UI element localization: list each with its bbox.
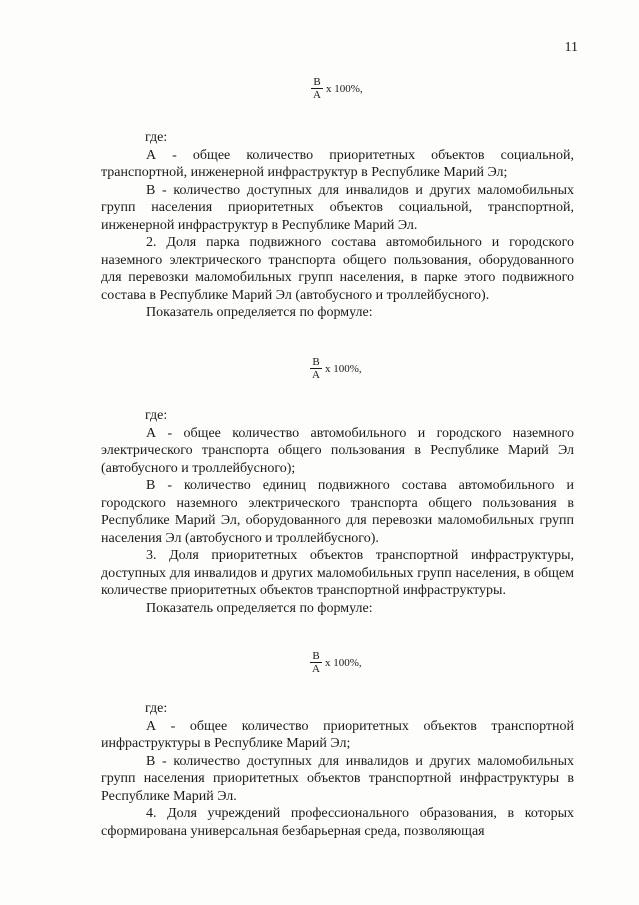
definition-a: А - общее количество приоритетных объектов социальной, транспортной, инженерной инфраструктур в Республике Марий Эл; [101, 147, 574, 180]
formula-3 [310, 650, 362, 675]
page-number: 11 [564, 40, 578, 55]
fraction-numerator: В [313, 76, 321, 88]
fraction-denominator: А [313, 89, 321, 101]
definition-b: В - количество доступных для инвалидов и других маломобильных групп населения приоритетных объектов социальной, транспортной, инженерной инфраструктур в Республике Марий Эл. [101, 182, 574, 233]
formula-intro: Показатель определяется по формуле: [146, 600, 373, 616]
where-label: где: [145, 701, 168, 716]
formula-multiplier: х 100%, [325, 656, 362, 669]
text-block-3 [101, 700, 574, 840]
definition-b: В - количество доступных для инвалидов и других маломобильных групп населения приоритетных объектов транспортной инфраструктуры в Республике Марий Эл. [101, 753, 574, 804]
text-block-1 [101, 129, 574, 322]
formula-multiplier: х 100%, [325, 362, 362, 375]
where-label: где: [145, 130, 168, 145]
where-label: где: [145, 408, 168, 423]
formula-intro: Показатель определяется по формуле: [146, 305, 373, 320]
definition-a: А - общее количество автомобильного и городского наземного электрического транспорта общего пользования в Республике Марий Эл (автобусного и троллейбусного); [101, 425, 574, 476]
fraction [310, 356, 322, 381]
fraction [310, 650, 322, 675]
fraction-denominator: А [312, 369, 320, 381]
fraction [311, 76, 323, 101]
definition-a: А - общее количество приоритетных объектов транспортной инфраструктуры в Республике Марий Эл; [101, 718, 574, 751]
formula-1 [311, 76, 363, 101]
indicator-2-paragraph: 2. Доля парка подвижного состава автомобильного и городского наземного электрического транспорта общего пользования, оборудованного для перевозки маломобильных групп населения, в парке этого подвижного состава в Республике Марий Эл (автобусного и троллейбусного). [101, 235, 574, 303]
definition-b: В - количество единиц подвижного состава автомобильного и городского наземного электрического транспорта общего пользования в Республике Марий Эл, оборудованного для перевозки маломобильных групп населения Эл (автобусного и троллейбусного). [101, 478, 574, 546]
fraction-numerator: В [312, 356, 320, 368]
text-block-2 [101, 407, 574, 617]
formula-2 [310, 356, 362, 381]
fraction-numerator: В [312, 650, 320, 662]
indicator-4-paragraph: 4. Доля учреждений профессионального образования, в которых сформирована универсальная безбарьерная среда, позволяющая [101, 806, 574, 839]
formula-multiplier: х 100%, [326, 82, 363, 95]
fraction-denominator: А [312, 663, 320, 675]
indicator-3-paragraph: 3. Доля приоритетных объектов транспортной инфраструктуры, доступных для инвалидов и других маломобильных групп населения, в общем количестве приоритетных объектов транспортной инфраструктуры. [101, 548, 574, 598]
